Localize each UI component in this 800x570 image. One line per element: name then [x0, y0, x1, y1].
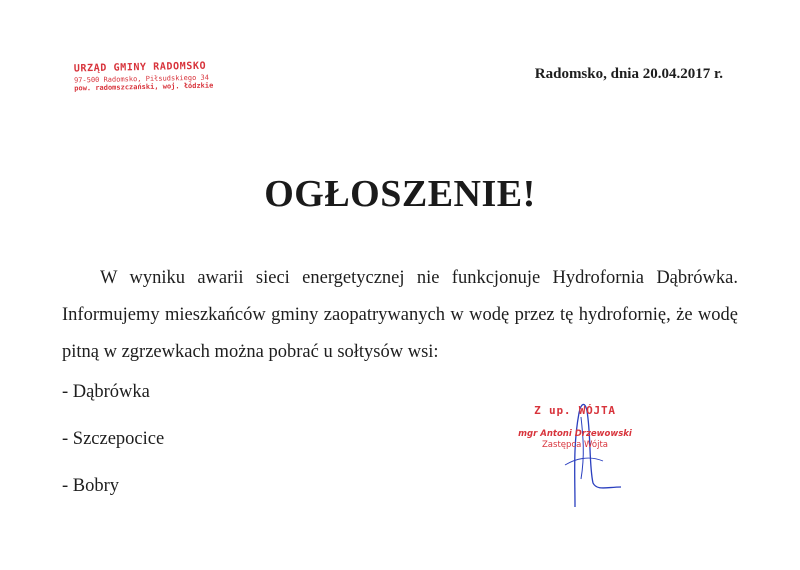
signature-stamp-line1: Z up. WÓJTA: [534, 404, 616, 417]
page-title: OGŁOSZENIE!: [264, 173, 536, 215]
signature-stamp: [500, 404, 650, 450]
office-stamp-line3: pow. radomszczański, woj. łódzkie: [74, 81, 214, 93]
office-stamp: [74, 61, 214, 94]
list-item: - Bobry: [62, 476, 120, 496]
announcement-body: W wyniku awarii sieci energetycznej nie funkcjonuje Hydrofornia Dąbrówka. Informujemy mieszkańców gminy zaopatrywanych w wodę przez tę hydrofornię, że wodę pitną w zgrzewkach można pobrać u sołtysów wsi:: [62, 268, 738, 362]
signature-stamp-line2: mgr Antoni Drzewowski: [518, 429, 632, 439]
list-item: - Szczepocice: [62, 429, 165, 449]
place-date: Radomsko, dnia 20.04.2017 r.: [534, 66, 723, 82]
office-stamp-line1: URZĄD GMINY RADOMSKO: [73, 60, 207, 75]
list-item: - Dąbrówka: [62, 382, 150, 402]
office-stamp-line2: 97-500 Radomsko, Piłsudskiego 34: [73, 73, 209, 84]
signature-stamp-line3: Zastępca Wójta: [541, 440, 608, 450]
village-list: [62, 382, 164, 523]
